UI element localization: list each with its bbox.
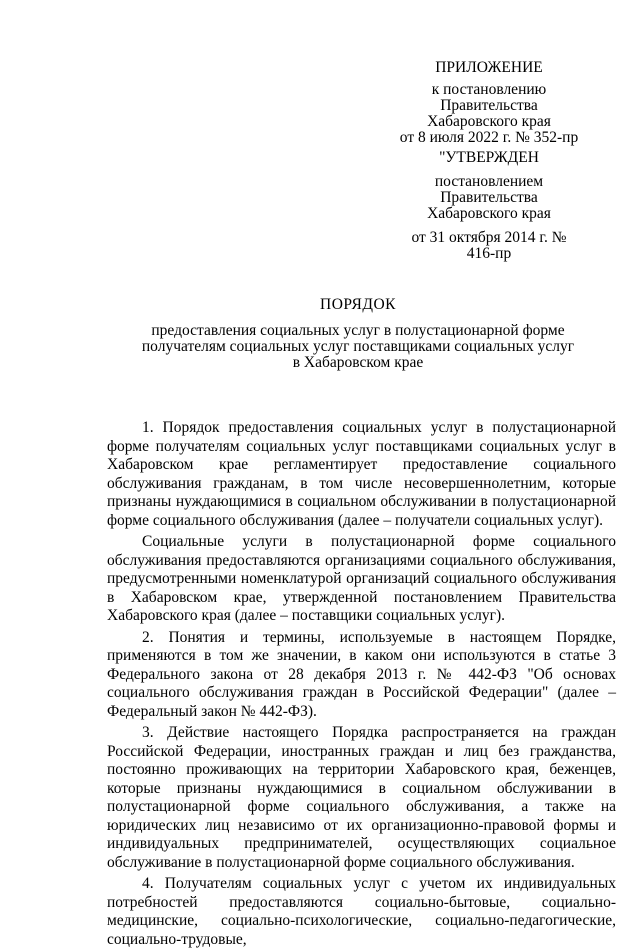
- approved-block: [398, 150, 580, 262]
- appendix-block: [398, 60, 580, 146]
- appendix-title: ПРИЛОЖЕНИЕ: [435, 59, 543, 76]
- document-title-block: [100, 297, 616, 371]
- appendix-line: от 8 июля 2022 г. № 352-пр: [399, 129, 579, 146]
- approved-title: "УТВЕРЖДЕН: [439, 149, 539, 166]
- document-subtitle-line: предоставления социальных услуг в полустационарной форме: [151, 322, 565, 339]
- document-body: [107, 419, 616, 949]
- paragraph: Социальные услуги в полустационарной форме социального обслуживания предоставляются организациями социального обслуживания, предусмотренными номенклатурой организаций социального обслуживания в Хабаровском крае, утвержденной постановлением Правительства Хабаровского края (далее – поставщики социальных услуг).: [107, 533, 616, 624]
- approved-line: Правительства: [440, 189, 538, 206]
- approved-line: постановлением: [434, 173, 544, 190]
- document-subtitle-line: в Хабаровском крае: [292, 354, 424, 371]
- paragraph: 3. Действие настоящего Порядка распространяется на граждан Российской Федерации, иностранных граждан и лиц без гражданства, постоянно проживающих на территории Хабаровского края, беженцев, которые признаны нуждающимися в социальном обслуживании в полустационарной форме социального обслуживания, а также на юридических лиц независимо от их организационно-правовой формы и индивидуальных предпринимателей, осуществляющих социальное обслуживание в полустационарной форме социального обслуживания.: [107, 724, 616, 871]
- appendix-line: к постановлению: [431, 81, 547, 98]
- paragraph: 2. Понятия и термины, используемые в настоящем Порядке, применяются в том же значении, в каком они используются в статье 3 Федерального закона от 28 декабря 2013 г. № 442-ФЗ "Об основах социального обслуживания граждан в Российской Федерации" (далее – Федеральный закон № 442-ФЗ).: [107, 628, 616, 720]
- appendix-line: Правительства: [440, 97, 538, 114]
- document-title: ПОРЯДОК: [320, 296, 396, 313]
- approved-line: Хабаровского края: [427, 205, 551, 222]
- paragraph: 4. Получателям социальных услуг с учетом их индивидуальных потребностей предоставляются социально-бытовые, социально-медицинские, социально-психологические, социально-педагогические, социально-трудовые,: [107, 875, 616, 948]
- document-subtitle-line: получателям социальных услуг поставщиками социальных услуг: [141, 338, 575, 355]
- approved-date: от 31 октября 2014 г. № 416-пр: [411, 229, 567, 262]
- appendix-line: Хабаровского края: [427, 113, 551, 130]
- paragraph: 1. Порядок предоставления социальных услуг в полустационарной форме получателям социальных услуг поставщиками социальных услуг в Хабаровском крае регламентирует предоставление социального обслуживания гражданам, в том числе несовершеннолетним, которые признаны нуждающимися в социальном обслуживании в полустационарной форме социального обслуживания (далее – получатели социальных услуг).: [107, 419, 616, 529]
